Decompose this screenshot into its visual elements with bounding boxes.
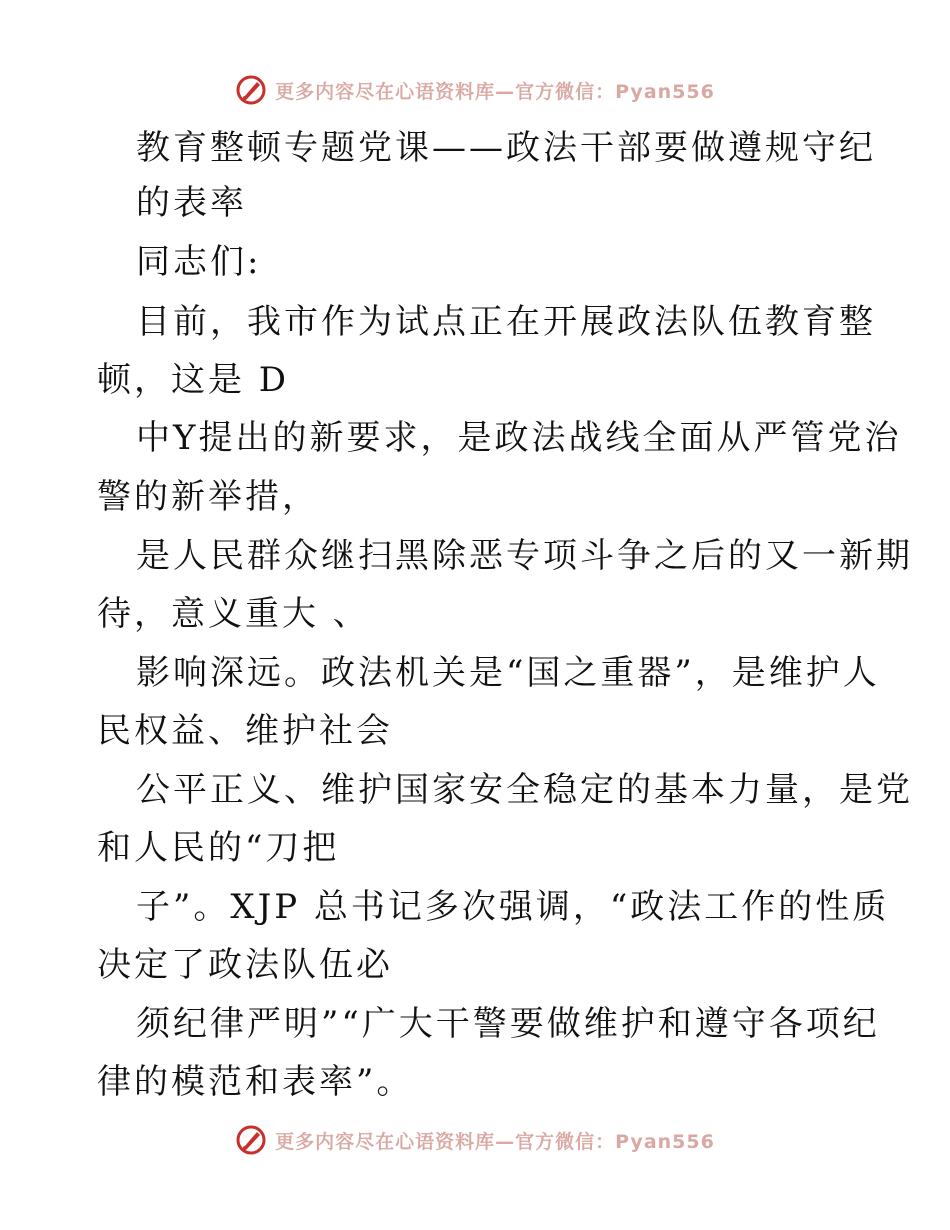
paragraph-line: 是人民群众继扫黑除恶专项斗争之后的又一新期 [136, 536, 913, 576]
paragraph-line: 决定了政法队伍必 [97, 945, 393, 985]
paragraph-line: 中Y提出的新要求，是政法战线全面从严管党治 [136, 418, 902, 458]
quill-logo-icon [235, 1124, 267, 1156]
paragraph-line: 和人民的“刀把 [97, 828, 340, 868]
paragraph-line: 影响深远。政法机关是“国之重器”，是维护人 [136, 653, 880, 693]
salutation: 同志们: [136, 242, 262, 282]
header-banner-text: 更多内容尽在心语资料库—官方微信：Pyan556 [275, 80, 715, 103]
quill-logo-icon [235, 74, 267, 106]
paragraph-line: 待，意义重大 、 [97, 594, 370, 634]
title-line-2: 的表率 [136, 183, 247, 223]
paragraph-line: 律的模范和表率”。 [97, 1062, 414, 1102]
paragraph-line: 目前，我市作为试点正在开展政法队伍教育整 [136, 302, 876, 342]
paragraph-line: 公平正义、维护国家安全稳定的基本力量，是党 [136, 770, 913, 810]
paragraph-line: 须纪律严明”“广大干警要做维护和遵守各项纪 [136, 1004, 880, 1044]
paragraph-line: 民权益、维护社会 [97, 711, 393, 751]
paragraph-line: 子”。XJP 总书记多次强调，“政法工作的性质 [136, 887, 890, 927]
footer-watermark-banner [0, 1120, 950, 1160]
paragraph-line: 顿，这是 D [97, 360, 290, 400]
footer-banner-text: 更多内容尽在心语资料库—官方微信：Pyan556 [275, 1130, 715, 1153]
title-line-1: 教育整顿专题党课——政法干部要做遵规守纪 [136, 128, 876, 168]
header-watermark-banner [0, 70, 950, 110]
paragraph-line: 警的新举措， [97, 477, 319, 517]
